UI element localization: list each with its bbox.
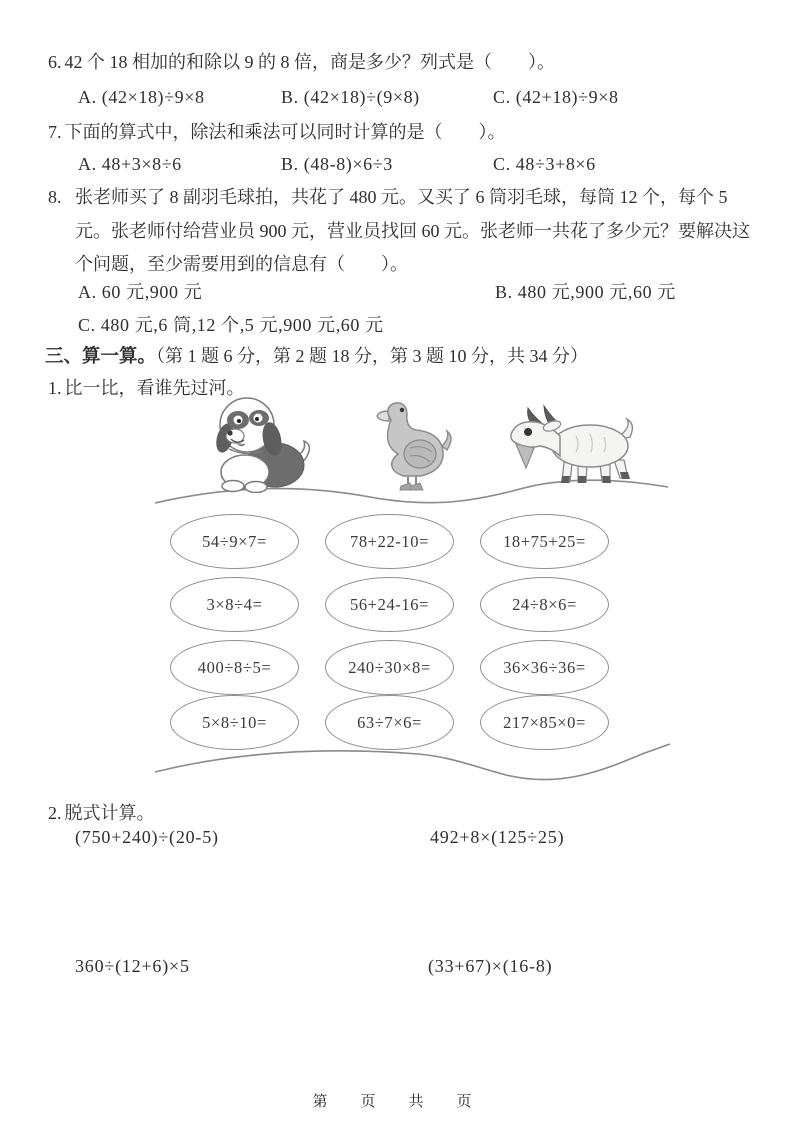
question-7 [48,116,763,149]
expression-oval [325,695,454,750]
question-6-option-c: C. (42+18)÷9×8 [493,87,619,107]
dog-illustration [195,393,330,493]
calc-expression-4: (33+67)×(16-8) [428,956,553,976]
expression-oval [325,577,454,632]
expression-oval [325,514,454,569]
question-6-text: 42 个 18 相加的和除以 9 的 8 倍，商是多少？列式是（ ）。 [64,52,555,72]
expression-text: 54÷9×7= [202,531,267,551]
expression-text: 24÷8×6= [512,594,577,614]
question-8-option-b: B. 480 元,900 元,60 元 [495,282,676,302]
question-8-option-c: C. 480 元,6 筒,12 个,5 元,900 元,60 元 [78,315,384,335]
expression-oval [325,640,454,695]
question-8-options-row-1 [78,279,773,305]
expression-text: 240÷30×8= [348,657,431,677]
section-3-title: 三、算一算。 [45,347,157,367]
duck-illustration [358,398,466,492]
expression-oval [170,577,299,632]
task-2-title-line [48,797,763,830]
question-6 [48,46,763,79]
river-crossing-scene [0,390,793,795]
expression-oval [170,514,299,569]
expression-text: 78+22-10= [349,531,429,551]
expression-text: 36×36÷36= [503,657,586,677]
question-8-number: 8. [48,187,62,207]
expression-text: 18+75+25= [503,531,586,551]
calc-expression-3: 360÷(12+6)×5 [75,956,190,976]
question-7-option-c: C. 48÷3+8×6 [493,154,596,174]
calc-expression-1: (750+240)÷(20-5) [75,827,219,847]
question-7-text: 下面的算式中，除法和乘法可以同时计算的是（ ）。 [64,122,506,142]
expression-text: 400÷8÷5= [197,657,272,677]
section-3-score-note: （第 1 题 6 分，第 2 题 18 分，第 3 题 10 分，共 34 分） [156,346,589,366]
question-7-option-b: B. (48-8)×6÷3 [281,154,393,174]
question-8-options-row-2 [78,312,773,338]
expression-text: 217×85×0= [503,712,586,732]
expression-text: 3×8÷4= [206,594,263,614]
question-7-options [78,151,773,177]
question-6-option-b: B. (42×18)÷(9×8) [281,87,420,107]
expression-oval [480,577,609,632]
question-6-options [78,84,773,110]
expression-oval [170,640,299,695]
expression-text: 56+24-16= [349,594,429,614]
task-2-title: 脱式计算。 [64,803,155,823]
question-8 [48,181,767,282]
section-3-heading [45,341,763,372]
page-footer: 第 页 共 页 [312,1093,481,1110]
task-1-title: 比一比，看谁先过河。 [64,378,245,398]
expression-oval [480,695,609,750]
calc-expression-2: 492+8×(125÷25) [430,827,565,847]
question-6-option-a: A. (42×18)÷9×8 [78,87,205,107]
question-8-option-a: A. 60 元,900 元 [78,282,203,302]
question-6-number: 6. [48,52,62,72]
expression-oval [170,695,299,750]
task-2-number: 2. [48,803,62,823]
expression-oval [480,514,609,569]
expression-text: 5×8÷10= [202,712,267,732]
goat-illustration [498,404,640,490]
question-8-text: 张老师买了 8 副羽毛球拍，共花了 480 元。又买了 6 筒羽毛球，每筒 12 个，每个 5 元。张老师付给营业员 900 元，营业员找回 60 元。张老师一共花了多少元？要解决这个问题，至少需要用到的信息有（ ）。 [75,187,750,274]
expression-text: 63÷7×6= [357,712,422,732]
task-1-number: 1. [48,378,62,398]
expression-oval [480,640,609,695]
question-7-number: 7. [48,122,62,142]
question-7-option-a: A. 48+3×8÷6 [78,154,182,174]
